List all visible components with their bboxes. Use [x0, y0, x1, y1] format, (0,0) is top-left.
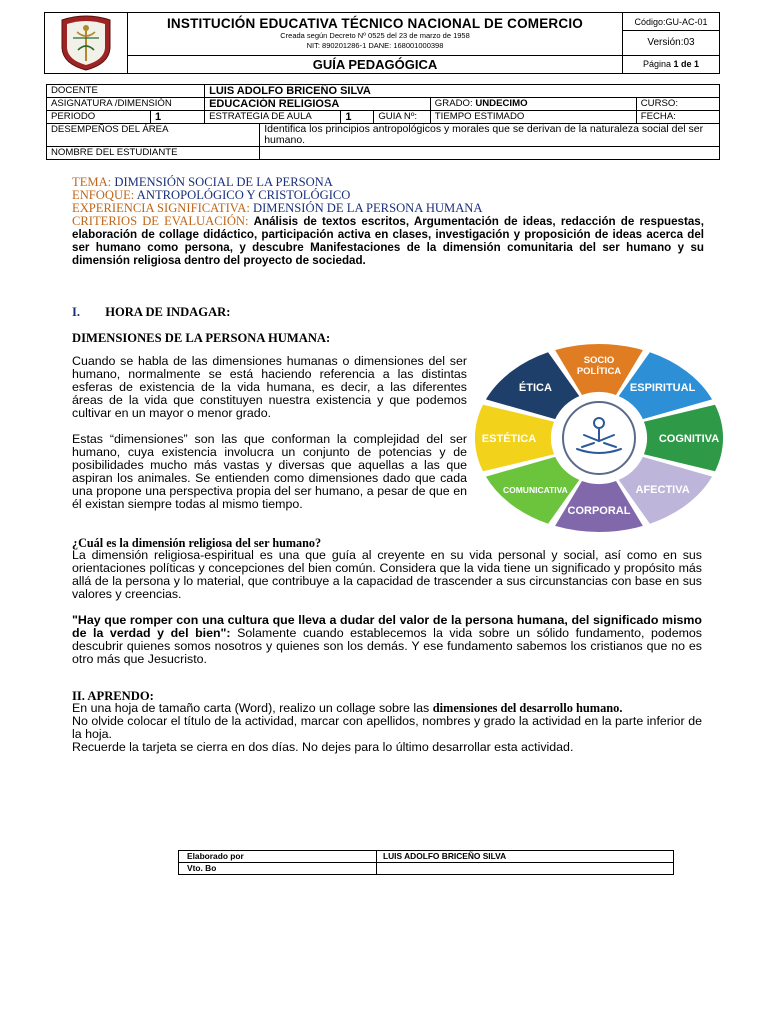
asignatura-label: ASIGNATURA /DIMENSIÓN	[47, 98, 205, 111]
elaborado-value: LUIS ADOLFO BRICEÑO SILVA	[377, 851, 674, 863]
page-count: 1 de 1	[673, 59, 700, 70]
quote-rest: Solamente cuando establecemos la vida sobre un sólido fundamento, podemos descubrir quienes somos nosotros y quienes son los demás. Y ese fundamento sabemos los cristianos que no es otro más que Jesucristo.	[72, 625, 703, 666]
code-cell: Código:GU-AC-01	[623, 13, 720, 31]
estrategia-label: ESTRATEGIA DE AULA	[205, 111, 341, 124]
dimension-label: ESTÉTICA	[481, 433, 537, 445]
tema-label: TEMA:	[72, 175, 112, 189]
tiempo-label: TIEMPO ESTIMADO	[430, 111, 636, 124]
page-number-cell	[623, 55, 720, 73]
section2-line2: No olvide colocar el título de la actividad, marcar con apellidos, nombres y grado la actividad en la parte inferior de la hoja.	[72, 713, 702, 741]
header-institution-cell	[128, 13, 623, 56]
dimension-label: ESPIRITUAL	[629, 382, 696, 395]
dimension-label: COMUNICATIVA	[502, 484, 568, 495]
section2-line1-prefix: En una hoja de tamaño carta (Word), realizo un collage sobre las	[72, 701, 433, 715]
section1-number: I.	[72, 305, 81, 319]
grado-cell	[430, 98, 636, 111]
estrategia-guia-cell	[341, 111, 430, 124]
estudiante-label: NOMBRE DEL ESTUDIANTE	[47, 147, 260, 160]
intro-block	[72, 176, 704, 267]
dimensions-diagram	[474, 343, 724, 533]
enfoque-label: ENFOQUE:	[72, 188, 135, 202]
section1-title: HORA DE INDAGAR:	[105, 305, 231, 319]
section1-para3: La dimensión religiosa-espiritual es una que guía al creyente en su vida personal y social, así como en sus orientaciones políticas y concepciones del bien común. Considera que la vida tiene un significado y propósito más allá de la persona y lo material, que contribuye a la capacidad de trascender a sus circunstancias con base en sus valores y creencias.	[72, 548, 702, 601]
section2-line1-bold: dimensiones del desarrollo humano.	[432, 701, 623, 715]
section1-para2: Estas “dimensiones” son las que conforman la complejidad del ser humano, cuya existencia involucra un conjunto de potencias y de posibilidades mucho más vastas y diversas que aquellas a las que aspiran los animales. Se entienden como dimensiones dado que cada una propone una perspectiva propia del ser humano, a pesar de que en él existan siempre todas al mismo tiempo.	[72, 432, 467, 511]
logo-cell	[45, 13, 128, 74]
dimension-label: SOCIO POLÍTICA	[576, 355, 622, 377]
info-row-asignatura	[47, 98, 720, 111]
section2-line1	[72, 702, 702, 715]
section1-heading	[72, 305, 230, 320]
section1-para1: Cuando se habla de las dimensiones humanas o dimensiones del ser humano, normalmente se está haciendo referencia a las distintas esferas de existencia de la vida humana, es decir, a las diferentes áreas de la vida que constituyen nuestra existencia y que podemos cultivar en un mayor o menor grado.	[72, 354, 467, 420]
asignatura-value: EDUCACIÓN RELIGIOSA	[205, 98, 431, 111]
grado-value: UNDECIMO	[475, 98, 528, 109]
criterios-value: Análisis de textos escritos, Argumentación de ideas, redacción de respuestas, elaboración de collage didáctico, participación activa en clases, investigación y proposición de ideas acerca del ser humano como persona, y descubre Manifestaciones de la dimensión comunitaria del ser humano y su dimensión religiosa dentro del proyecto de sociedad.	[72, 215, 704, 267]
version-cell: Versión:03	[623, 31, 720, 56]
dimension-label: CORPORAL	[567, 505, 631, 517]
periodo-label: PERIODO	[47, 111, 151, 124]
section1-subtitle: DIMENSIONES DE LA PERSONA HUMANA:	[72, 331, 331, 345]
religious-question: ¿Cuál es la dimensión religiosa del ser humano?	[72, 536, 322, 550]
quote-bold: "Hay que romper con una cultura que lleva a dudar del valor de la persona humana, del significado mismo de la verdad y del bien":	[72, 613, 702, 640]
elaborado-label: Elaborado por	[179, 851, 377, 863]
section2-body	[72, 702, 702, 754]
info-row-periodo	[47, 111, 720, 124]
tema-value: DIMENSIÓN SOCIAL DE LA PERSONA	[114, 175, 333, 189]
experiencia-label: EXPERIENCIA SIGNIFICATIVA:	[72, 201, 250, 215]
experiencia-value: DIMENSIÓN DE LA PERSONA HUMANA	[253, 201, 483, 215]
info-row-desempenos	[47, 124, 720, 147]
fecha-label: FECHA:	[636, 111, 719, 124]
dimension-label: COGNITIVA	[658, 433, 720, 445]
criterios-line	[72, 215, 704, 267]
school-crest-icon	[51, 14, 121, 72]
info-row-docente	[47, 85, 720, 98]
info-table	[46, 84, 720, 160]
section2-line3: Recuerde la tarjeta se cierra en dos días. No dejes para lo último desarrollar esta actividad.	[72, 739, 574, 754]
vto-value[interactable]	[377, 863, 674, 875]
grado-label: GRADO:	[434, 98, 476, 109]
criterios-label: CRITERIOS DE EVALUACIÓN:	[72, 214, 249, 228]
desempenos-value: Identifica los principios antropológicos y morales que se derivan de la naturaleza social del ser humano.	[260, 124, 720, 147]
page-prefix: Página	[642, 59, 674, 70]
estrategia-value: 1	[341, 111, 374, 123]
info-row-estudiante	[47, 147, 720, 160]
nit-text: NIT: 890201286-1 DANE: 168001000398	[306, 41, 444, 50]
docente-label: DOCENTE	[47, 85, 205, 98]
desempenos-label: DESEMPEÑOS DEL ÁREA	[47, 124, 260, 147]
guia-label: GUIA Nº:	[378, 111, 418, 122]
section2-heading: II. APRENDO:	[72, 689, 154, 703]
dimension-label: ÉTICA	[518, 382, 552, 395]
periodo-value: 1	[151, 111, 205, 124]
curso-label: CURSO:	[636, 98, 719, 111]
vto-label: Vto. Bo	[179, 863, 377, 875]
document-header	[44, 12, 720, 74]
guide-title: GUÍA PEDAGÓGICA	[128, 55, 623, 73]
estudiante-value[interactable]	[260, 147, 720, 160]
quote-paragraph	[72, 614, 702, 666]
dimension-label: AFECTIVA	[635, 483, 690, 496]
docente-value: LUIS ADOLFO BRICEÑO SILVA	[205, 85, 720, 98]
institution-name: INSTITUCIÓN EDUCATIVA TÉCNICO NACIONAL DE COMERCIO	[166, 16, 583, 31]
approval-table	[178, 850, 674, 875]
decree-text: Creada según Decreto Nº 0525 del 23 de marzo de 1958	[280, 31, 470, 40]
enfoque-value: ANTROPOLÓGICO Y CRISTOLÓGICO	[136, 188, 351, 202]
